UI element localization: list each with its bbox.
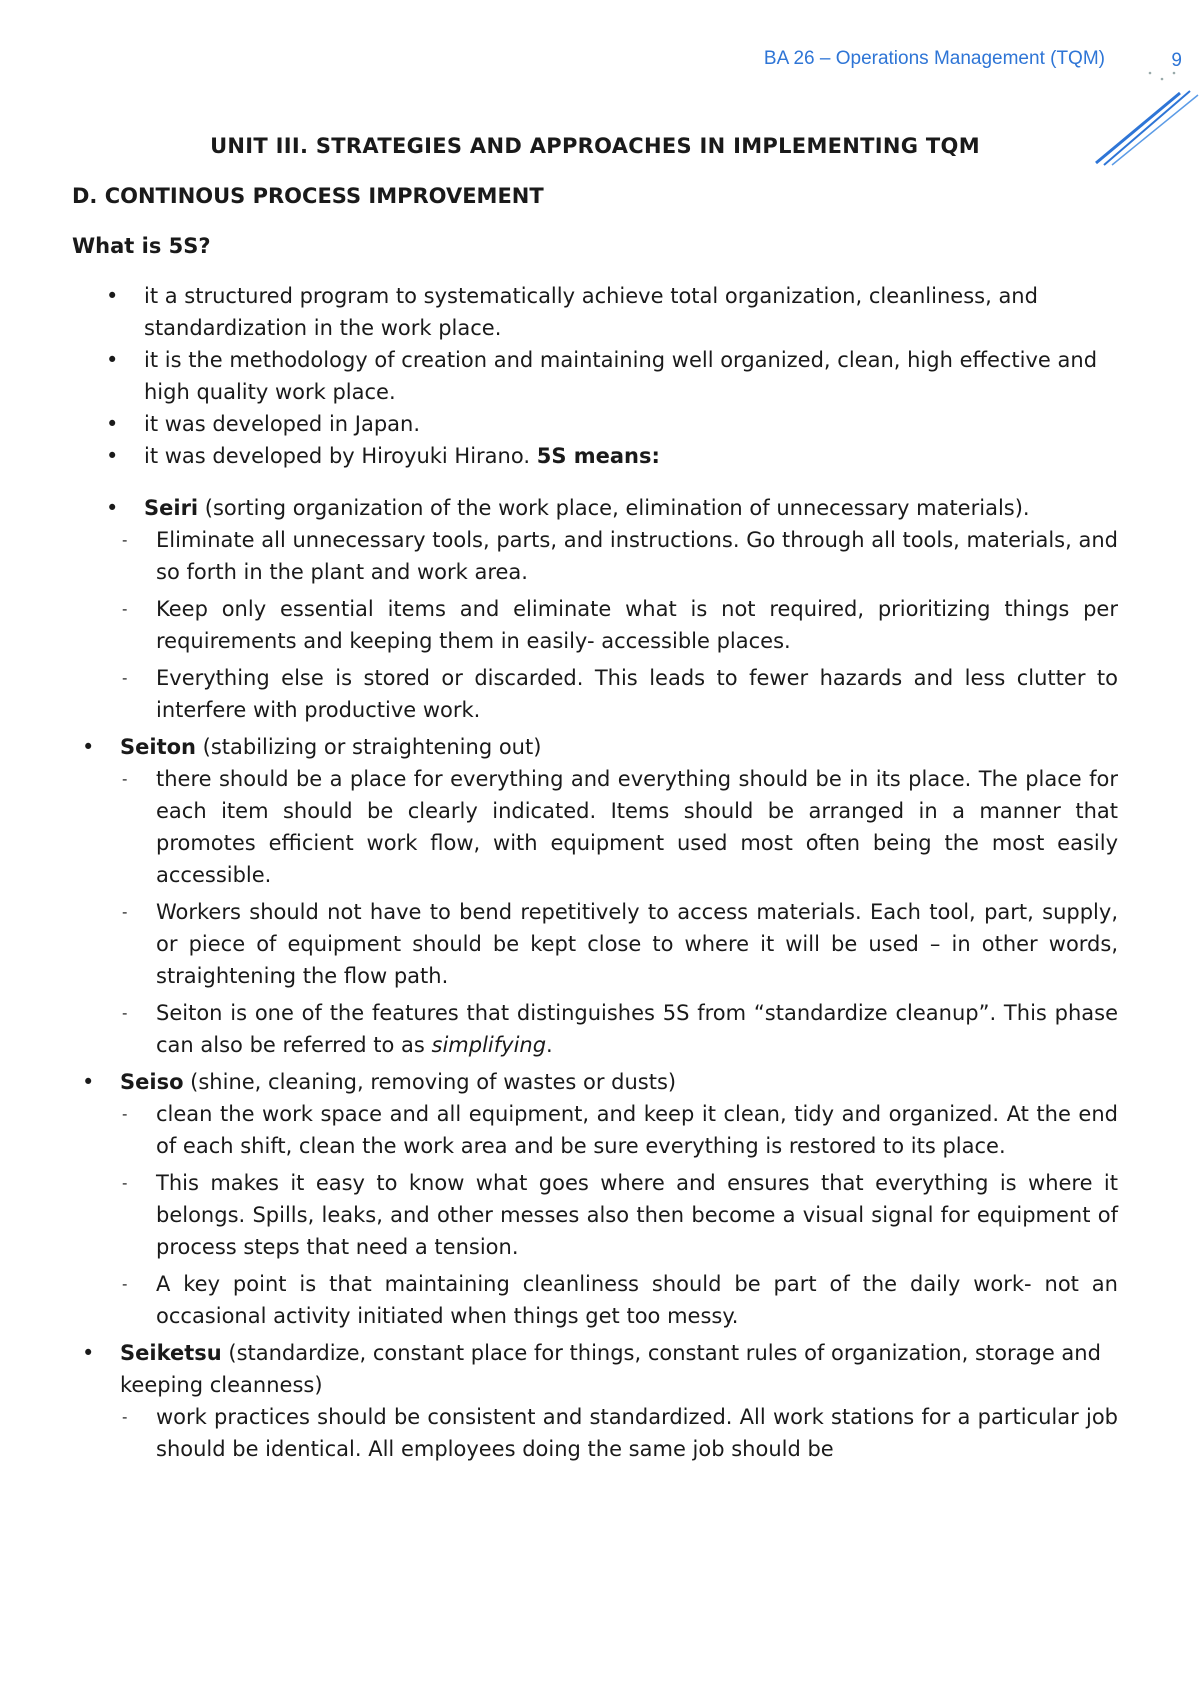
seiri-item: • Seiri (sorting organization of the work place, elimination of unnecessary materials). — [106, 496, 1030, 520]
list-item: - Seiton is one of the features that distinguishes 5S from “standardize cleanup”. This phase can also be referred to as simplifying. — [122, 1001, 1118, 1057]
question-heading: What is 5S? — [72, 234, 211, 258]
list-item: - Everything else is stored or discarded. This leads to fewer hazards and less clutter to interfere with productive work. — [122, 666, 1118, 722]
list-item: - This makes it easy to know what goes where and ensures that everything is where it belongs. Spills, leaks, and other messes also then become a visual signal for equipment of process steps that need a tension. — [122, 1171, 1118, 1259]
header-title: BA 26 – Operations Management (TQM) — [763, 48, 1105, 69]
unit-title: UNIT III. STRATEGIES AND APPROACHES IN IMPLEMENTING TQM — [210, 134, 980, 158]
list-item: • it was developed in Japan. — [106, 412, 421, 436]
page-number: 9 — [1171, 50, 1182, 71]
list-item: • it is the methodology of creation and maintaining well organized, clean, high effective and high quality work place. — [106, 348, 1098, 404]
page-header — [0, 48, 1200, 88]
list-item: - Keep only essential items and eliminate what is not required, prioritizing things per requirements and keeping them in easily- accessible places. — [122, 597, 1118, 653]
document-body — [72, 134, 1118, 1470]
list-item: - Eliminate all unnecessary tools, parts, and instructions. Go through all tools, materials, and so forth in the plant and work area. — [122, 528, 1118, 584]
list-item: • it was developed by Hiroyuki Hirano. 5S means: — [106, 444, 660, 468]
list-item: - clean the work space and all equipment, and keep it clean, tidy and organized. At the end of each shift, clean the work area and be sure everything is restored to its place. — [122, 1102, 1118, 1158]
section-title: D. CONTINOUS PROCESS IMPROVEMENT — [72, 184, 544, 208]
list-item: - Workers should not have to bend repetitively to access materials. Each tool, part, supply, or piece of equipment should be kept close to where it will be used – in other words, straightening the flow path. — [122, 900, 1118, 988]
list-item: - there should be a place for everything and everything should be in its place. The place for each item should be clearly indicated. Items should be arranged in a manner that promotes efficient work flow, with equipment used most often being the most easily accessible. — [122, 767, 1118, 887]
means-label: 5S means: — [536, 444, 660, 468]
seiso-item: • Seiso (shine, cleaning, removing of wastes or dusts) — [82, 1070, 677, 1094]
list-item: • it a structured program to systematically achieve total organization, cleanliness, and standardization in the work place. — [106, 284, 1038, 340]
seiton-item: • Seiton (stabilizing or straightening out) — [82, 735, 542, 759]
list-item: - work practices should be consistent and standardized. All work stations for a particular job should be identical. All employees doing the same job should be — [122, 1405, 1118, 1461]
list-item: - A key point is that maintaining cleanliness should be part of the daily work- not an occasional activity initiated when things get too messy. — [122, 1272, 1118, 1328]
seiketsu-item: • Seiketsu (standardize, constant place for things, constant rules of organization, storage and keeping cleanness) — [82, 1341, 1101, 1397]
